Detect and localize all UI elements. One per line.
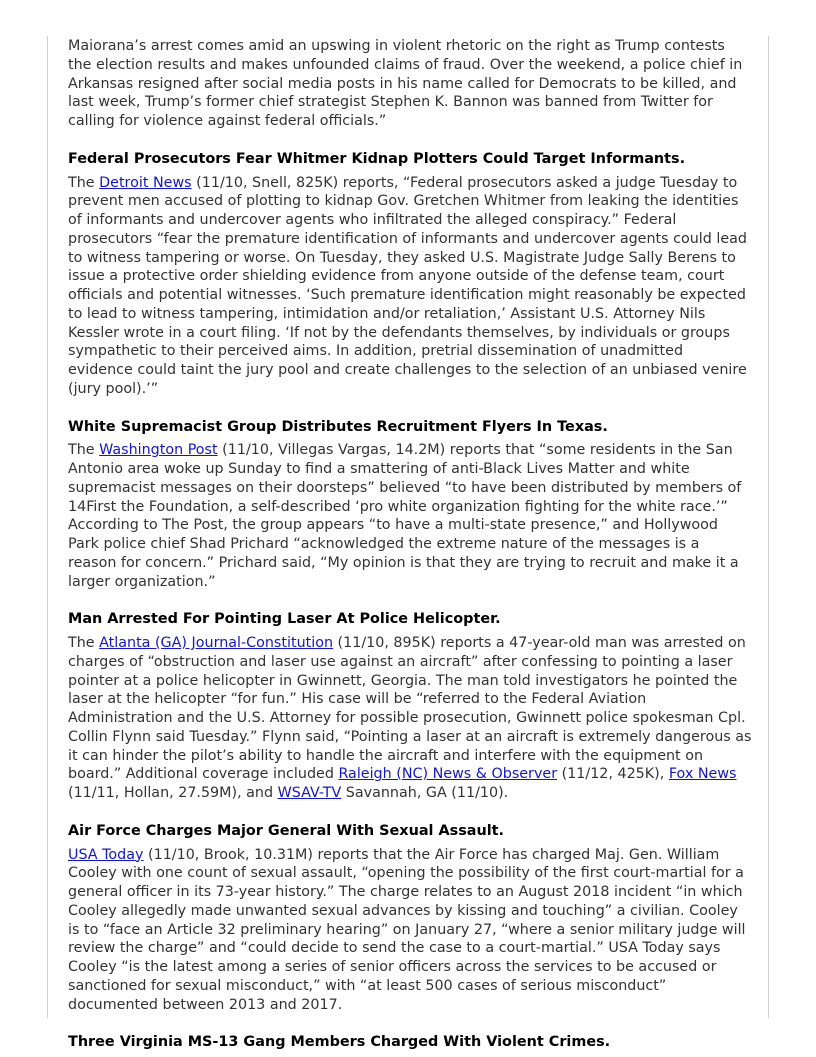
article-body: The Detroit News (11/10, Snell, 825K) reports, “Federal prosecutors asked a judge Tuesday to prevent men accused of plotting to kidnap Gov. Gretchen Whitmer from leaking the identities of informants and undercover agents who infiltrated the alleged conspiracy.” Federal prosecutors “fear the premature identification of informants and undercover agents could lead to witness tampering or worse. On Tuesday, they asked U.S. Magistrate Judge Sally Berens to issue a protective order shielding evidence from anyone outside of the defense team, court officials and potential witnesses. ‘Such premature identification might reasonably be expected to lead to witness tampering, intimidation and/or retaliation,’ Assistant U.S. Attorney Nils Kessler wrote in a court filing. ‘If not by the defendants themselves, by individuals or groups sympathetic to their perceived aims. In addition, pretrial dissemination of unadmitted evidence could taint the jury pool and create challenges to the selection of an unbiased venire (jury pool).’” <box>68 174 747 397</box>
newsletter-content <box>68 37 752 1057</box>
article-headline: Man Arrested For Pointing Laser At Police Helicopter. <box>68 611 501 628</box>
article-air-force-general <box>68 822 752 1015</box>
intro-paragraph: Maiorana’s arrest comes amid an upswing in violent rhetoric on the right as Trump contests the election results and makes unfounded claims of fraud. Over the weekend, a police chief in Arkansas resigned after social media posts in his name called for Democrats to be killed, and last week, Trump’s former chief strategist Stephen K. Bannon was banned from Twitter for calling for violence against federal officials.” <box>68 38 743 129</box>
source-link-wsav-tv[interactable]: WSAV-TV <box>277 785 342 801</box>
source-link-atlanta-journal-constitution[interactable]: Atlanta (GA) Journal-Constitution <box>99 635 334 651</box>
article-body: The Washington Post (11/10, Villegas Vargas, 14.2M) reports that “some residents in the San Antonio area woke up Sunday to find a smattering of anti-Black Lives Matter and white supremacist messages on their doorsteps” believed “to have been distributed by members of 14First the Foundation, a self-described ‘pro white organization fighting for the white race.’” According to The Post, the group appears “to have a multi-state presence,” and Hollywood Park police chief Shad Prichard “acknowledged the extreme nature of the messages is a reason for concern.” Prichard said, “My opinion is that they are trying to recruit and make it a larger organization.” <box>68 442 742 590</box>
article-whitmer-informants <box>68 150 752 399</box>
article-laser-helicopter <box>68 610 752 803</box>
article-body: The Atlanta (GA) Journal-Constitution (11/10, 895K) reports a 47-year-old man was arrested on charges of “obstruction and laser use against an aircraft” after confessing to pointing a laser pointer at a police helicopter in Gwinnett, Georgia. The man told investigators he pointed the laser at the helicopter “for fun.” His case will be “referred to the Federal Aviation Administration and the U.S. Attorney for possible prosecution, Gwinnett police spokesman Cpl. Collin Flynn said Tuesday.” Flynn said, “Pointing a laser at an aircraft is extremely dangerous as it can hinder the pilot’s ability to handle the aircraft and interfere with the equipment on board.” Additional coverage included Raleigh (NC) News & Observer (11/12, 425K), Fox News (11/11, Hollan, 27.59M), and WSAV-TV Savannah, GA (11/10). <box>68 635 752 801</box>
source-link-detroit-news[interactable]: Detroit News <box>99 174 192 191</box>
article-body: USA Today (11/10, Brook, 10.31M) reports that the Air Force has charged Maj. Gen. William Cooley with one count of sexual assault, “opening the possibility of the first court-martial for a general officer in its 73-year history.” The charge relates to an August 2018 incident “in which Cooley allegedly made unwanted sexual advances by kissing and touching” a civilian. Cooley is to “face an Article 32 preliminary hearing” on January 27, “where a senior military judge will review the charge” and “could decide to send the case to a court-martial.” USA Today says Cooley “is the latest among a series of senior officers across the services to be accused or sanctioned for sexual misconduct,” with “at least 500 cases of serious misconduct” documented between 2013 and 2017. <box>68 846 746 1013</box>
article-headline: Three Virginia MS-13 Gang Members Charged With Violent Crimes. <box>68 1034 611 1051</box>
article-white-supremacist-flyers <box>68 418 752 592</box>
article-headline: White Supremacist Group Distributes Recruitment Flyers In Texas. <box>68 418 608 435</box>
article-headline: Air Force Charges Major General With Sexual Assault. <box>68 822 504 839</box>
source-link-usa-today[interactable]: USA Today <box>68 846 144 863</box>
source-link-fox-news[interactable]: Fox News <box>668 766 737 783</box>
article-headline: Federal Prosecutors Fear Whitmer Kidnap Plotters Could Target Informants. <box>68 150 686 167</box>
source-link-washington-post[interactable]: Washington Post <box>99 442 218 459</box>
source-link-raleigh-news-observer[interactable]: Raleigh (NC) News & Observer <box>338 766 558 783</box>
article-ms13-gang <box>68 1033 752 1052</box>
